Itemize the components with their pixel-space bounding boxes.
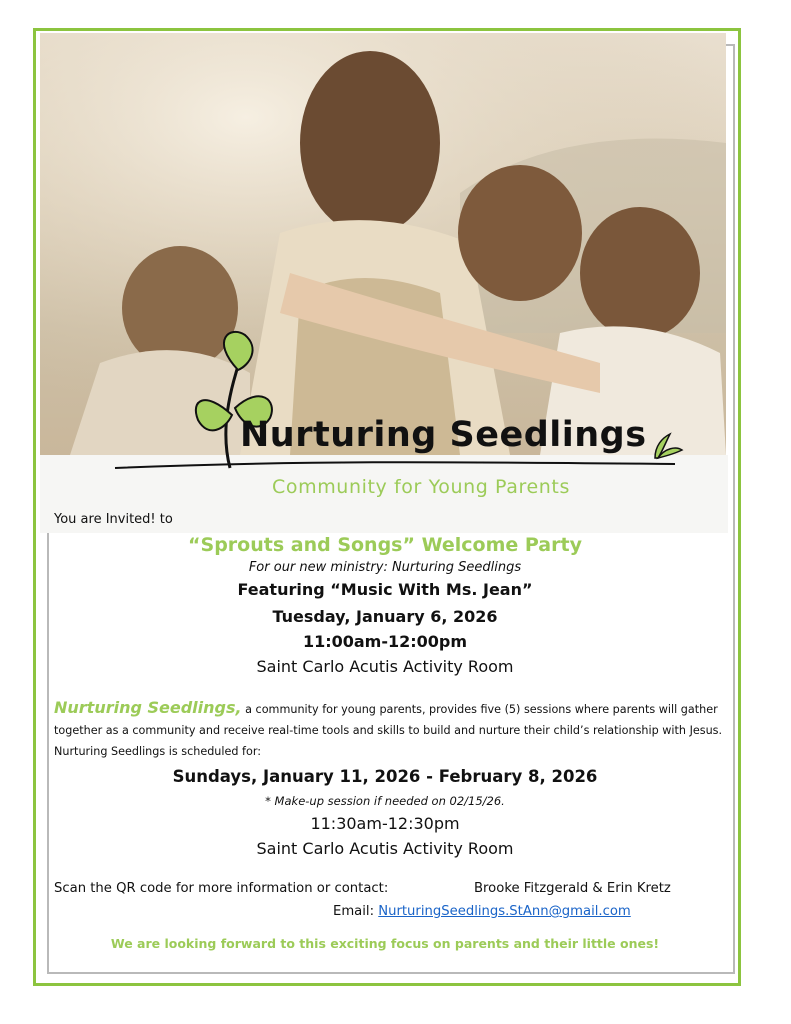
party-date: Tuesday, January 6, 2026 bbox=[272, 607, 498, 626]
featuring-line: Featuring “Music With Ms. Jean” bbox=[237, 580, 533, 599]
sprout-icon bbox=[110, 330, 690, 480]
program-location: Saint Carlo Acutis Activity Room bbox=[256, 839, 514, 858]
program-lead: Nurturing Seedlings, bbox=[54, 698, 242, 717]
email-link[interactable]: NurturingSeedlings.StAnn@gmail.com bbox=[378, 904, 631, 919]
party-location: Saint Carlo Acutis Activity Room bbox=[256, 657, 514, 676]
email-label: Email: bbox=[333, 904, 379, 919]
party-title: “Sprouts and Songs” Welcome Party bbox=[188, 534, 582, 556]
party-subtitle: For our new ministry: Nurturing Seedlings bbox=[248, 560, 522, 575]
program-description bbox=[54, 697, 730, 762]
brand-title: Nurturing Seedlings bbox=[240, 415, 647, 455]
brand-subtitle: Community for Young Parents bbox=[272, 476, 570, 498]
scan-qr-text: Scan the QR code for more information or contact: bbox=[54, 881, 389, 896]
email-row bbox=[333, 904, 631, 919]
program-time: 11:30am-12:30pm bbox=[310, 814, 460, 833]
program-body: a community for young parents, provides five (5) sessions where parents will gather together as a community and receive real-time tools and skills to build and nurture their child’s relationship with Jesus. Nurturing Seedlings is scheduled for: bbox=[54, 703, 723, 758]
closing-message: We are looking forward to this exciting focus on parents and their little ones! bbox=[110, 936, 660, 951]
contact-names: Brooke Fitzgerald & Erin Kretz bbox=[474, 881, 671, 896]
makeup-note: * Make-up session if needed on 02/15/26. bbox=[265, 794, 505, 808]
party-time: 11:00am-12:00pm bbox=[302, 632, 468, 651]
program-dates: Sundays, January 11, 2026 - February 8, 2026 bbox=[172, 767, 598, 786]
invitation-intro: You are Invited! to bbox=[54, 512, 173, 527]
